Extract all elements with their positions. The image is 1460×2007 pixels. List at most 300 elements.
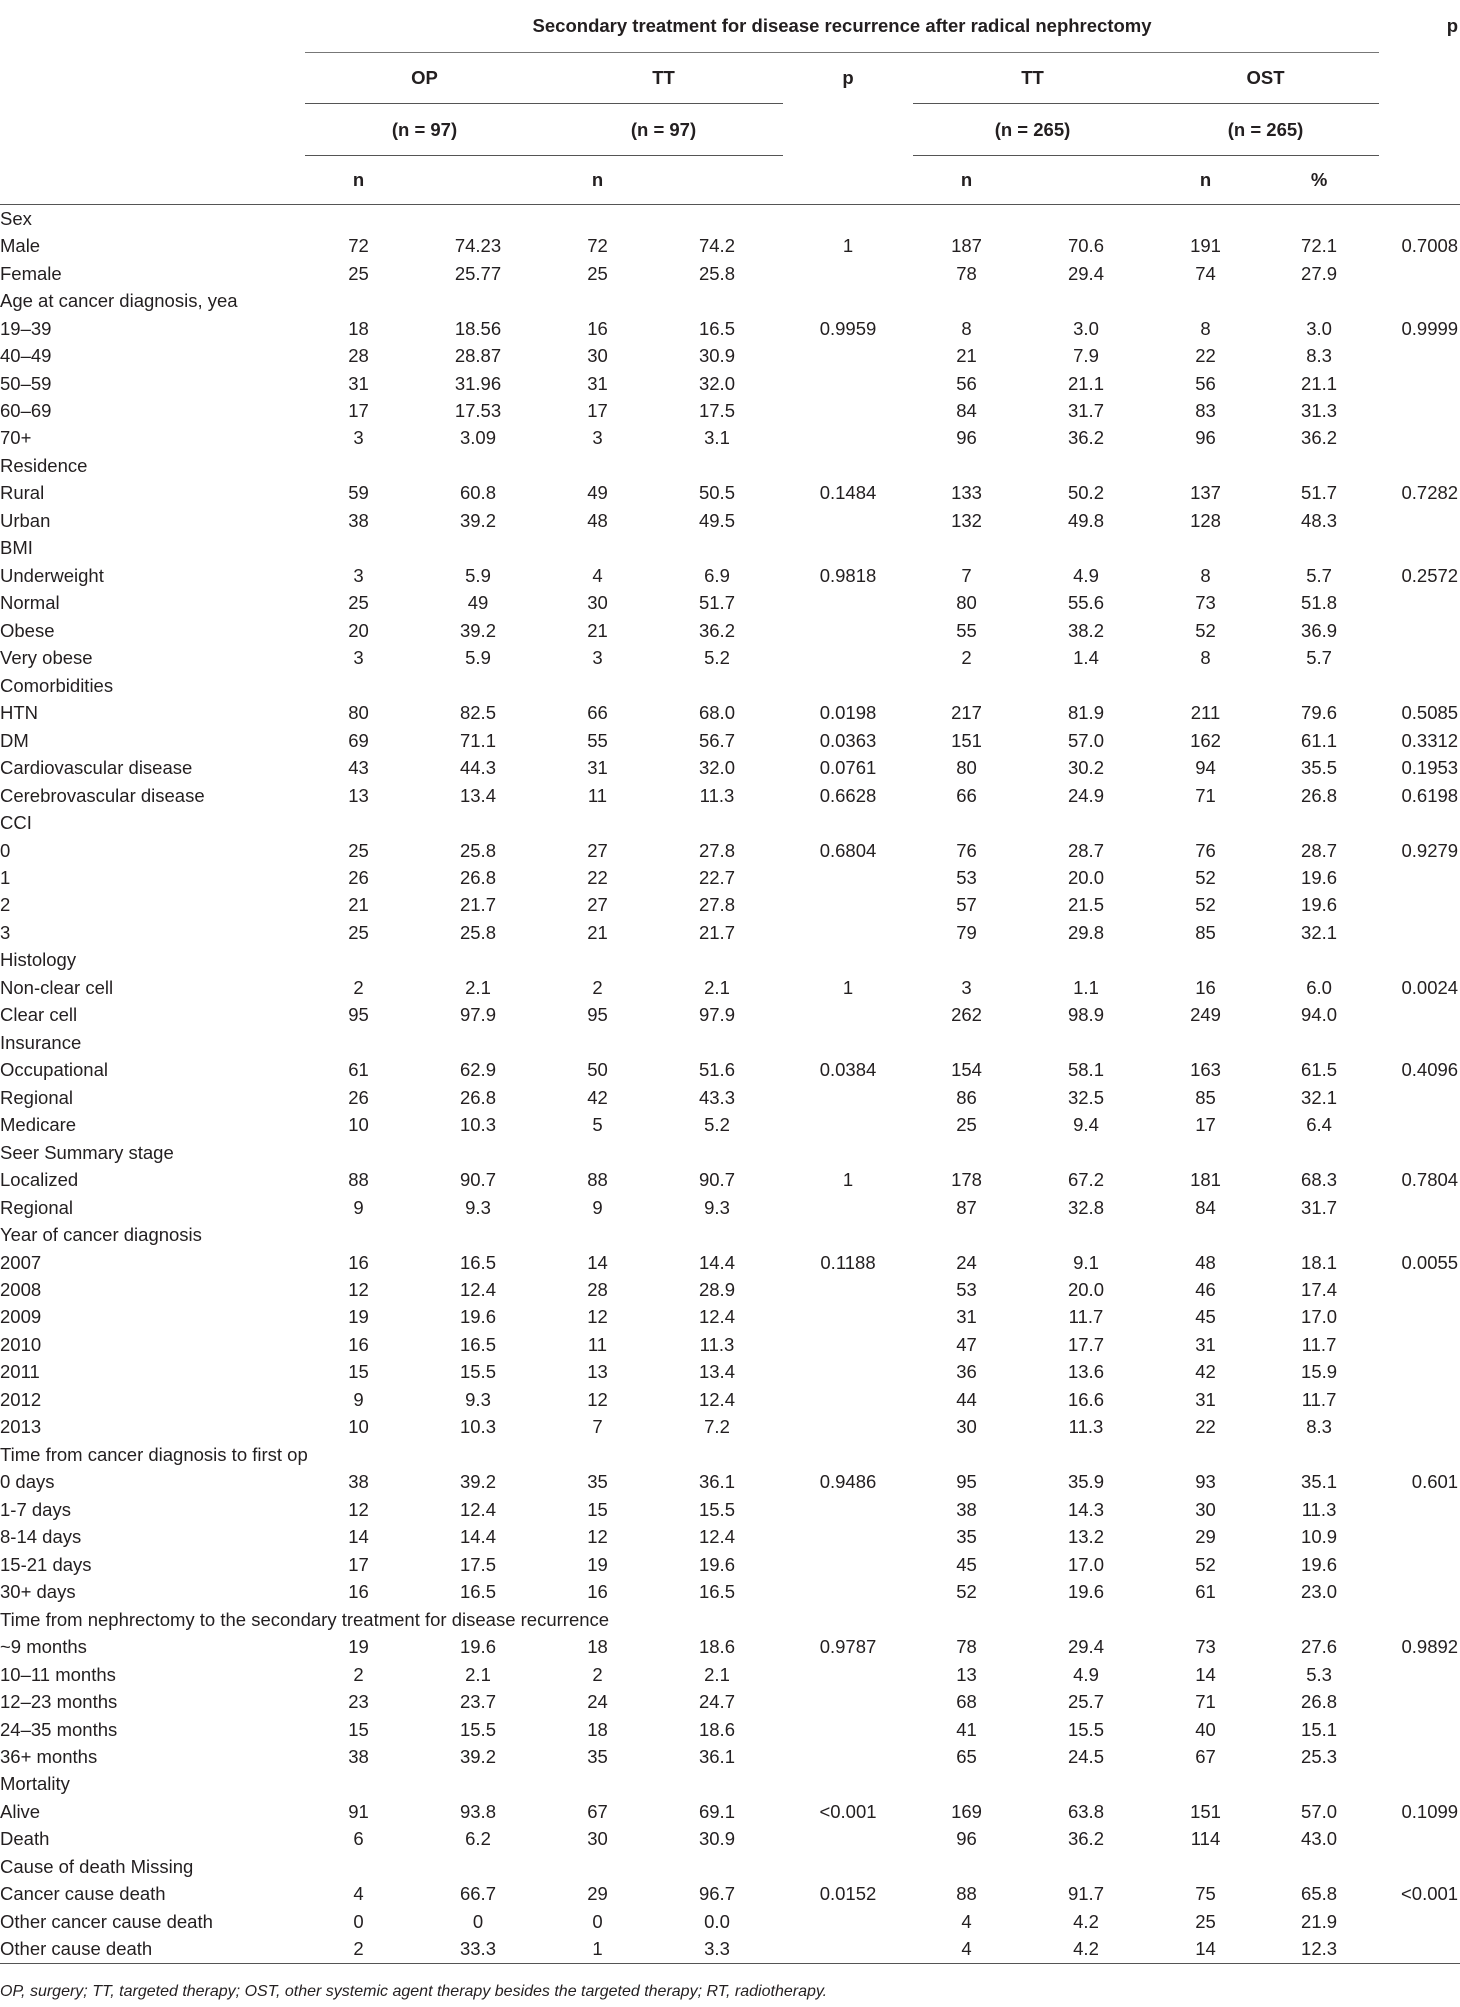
cell: 151	[951, 729, 982, 751]
cell	[783, 425, 913, 452]
table-row	[0, 507, 1460, 534]
cell: 98.9	[1067, 1004, 1104, 1026]
cell: 53	[956, 866, 977, 888]
cell: 16.5	[698, 1581, 735, 1603]
cell: 30.9	[698, 345, 735, 367]
cell: 36.9	[1301, 619, 1338, 641]
cell: 15.1	[1301, 1718, 1338, 1740]
section-row	[0, 452, 1460, 479]
row-label: 8-14 days	[0, 1526, 82, 1548]
section-label: Age at cancer diagnosis, yea	[0, 290, 238, 312]
cell	[783, 260, 913, 287]
section-row	[0, 1221, 1460, 1248]
row-label: Cardiovascular disease	[0, 757, 193, 779]
cell: 1	[842, 1169, 854, 1191]
row-label: Rural	[0, 482, 45, 504]
cell	[783, 342, 913, 369]
row-label: 24–35 months	[0, 1718, 118, 1740]
cell: 85	[1195, 921, 1216, 943]
cell	[783, 1716, 913, 1743]
table-row	[0, 1881, 1460, 1908]
cell: 18.56	[454, 317, 502, 339]
cell: 4	[353, 1883, 364, 1905]
cell: 14	[348, 1526, 369, 1548]
table-row	[0, 425, 1460, 452]
table-row	[0, 1386, 1460, 1413]
row-label: Very obese	[0, 647, 93, 669]
cell: 16.5	[459, 1333, 496, 1355]
cell: 81.9	[1067, 702, 1104, 724]
table-row	[0, 1194, 1460, 1221]
sub-n: n	[913, 156, 1020, 205]
table-row	[0, 1688, 1460, 1715]
cell: 11.7	[1068, 1306, 1104, 1328]
cell: 12.4	[459, 1498, 496, 1520]
cell: 95	[348, 1004, 369, 1026]
cell: 32.5	[1067, 1086, 1104, 1108]
row-label: 2009	[0, 1306, 42, 1328]
cell: 80	[956, 592, 977, 614]
table-row	[0, 1578, 1460, 1605]
cell: 0.0055	[1401, 1251, 1459, 1273]
cell: 30.9	[698, 1828, 735, 1850]
cell: 32.8	[1067, 1196, 1104, 1218]
cell	[783, 1661, 913, 1688]
cell: 3	[353, 647, 364, 669]
cell: 12.4	[459, 1279, 496, 1301]
cell: 163	[1190, 1059, 1221, 1081]
cell: 27.9	[1301, 262, 1338, 284]
cell	[783, 1331, 913, 1358]
cell	[1379, 617, 1460, 644]
cell: 75	[1195, 1883, 1216, 1905]
cell: 44.3	[459, 757, 496, 779]
section-label: Cause of death Missing	[0, 1855, 194, 1877]
cell: 67	[1195, 1745, 1216, 1767]
cell	[783, 1304, 913, 1331]
sub-n: n	[1152, 156, 1259, 205]
table-row	[0, 617, 1460, 644]
cell: 50.5	[698, 482, 735, 504]
cell	[783, 1194, 913, 1221]
cell: 10	[348, 1114, 369, 1136]
cell	[783, 1359, 913, 1386]
cell: 27.8	[698, 894, 735, 916]
group-n-ost: (n = 265)	[1152, 104, 1379, 156]
table-row	[0, 1084, 1460, 1111]
cell: 80	[956, 757, 977, 779]
cell: 19.6	[1067, 1581, 1104, 1603]
cell: 24	[587, 1691, 608, 1713]
cell: 31	[587, 757, 608, 779]
cell	[1379, 1386, 1460, 1413]
cell: 26.8	[1301, 1691, 1338, 1713]
cell: 2	[961, 647, 972, 669]
cell: 2.1	[465, 976, 491, 998]
cell: 11.3	[699, 784, 735, 806]
cell: 18.6	[698, 1636, 735, 1658]
section-row	[0, 287, 1460, 314]
cell: 48	[1195, 1251, 1216, 1273]
cell: 15	[348, 1361, 369, 1383]
row-label: HTN	[0, 702, 39, 724]
cell: 93.8	[459, 1800, 496, 1822]
cell: 2	[305, 1936, 412, 1964]
cell	[1379, 342, 1460, 369]
cell	[1379, 1936, 1460, 1964]
row-label: 3	[0, 921, 11, 943]
cell: 31	[956, 1306, 977, 1328]
cell: 60.8	[459, 482, 496, 504]
cell	[1379, 1276, 1460, 1303]
cell: 13	[348, 784, 369, 806]
cell: 57.0	[1067, 729, 1104, 751]
cell: 24.5	[1067, 1745, 1104, 1767]
table-row	[0, 699, 1460, 726]
cell: 39.2	[459, 1745, 496, 1767]
cell: 7	[961, 564, 972, 586]
cell: 0.0384	[819, 1059, 877, 1081]
cell: 38	[348, 509, 369, 531]
cell: 17.4	[1301, 1279, 1338, 1301]
table-row	[0, 1304, 1460, 1331]
cell: 91.7	[1067, 1883, 1104, 1905]
cell: 0.9486	[819, 1471, 877, 1493]
cell: 12.4	[698, 1526, 735, 1548]
cell: 78	[956, 1636, 977, 1658]
cell: 12.4	[698, 1306, 735, 1328]
cell: 132	[951, 509, 982, 531]
cell: 43.3	[698, 1086, 735, 1108]
row-label: 15-21 days	[0, 1553, 92, 1575]
cell: 14.4	[459, 1526, 496, 1548]
cell: 8.3	[1306, 345, 1332, 367]
cell: 9.3	[465, 1196, 491, 1218]
cell: 96.7	[698, 1883, 735, 1905]
cell: 169	[951, 1800, 982, 1822]
cell: 52	[1195, 1553, 1216, 1575]
cell	[1379, 1002, 1460, 1029]
cell	[1379, 1414, 1460, 1441]
cell: 29.4	[1067, 262, 1104, 284]
cell: 48.3	[1301, 509, 1338, 531]
cell	[783, 1908, 913, 1935]
cell: 25.8	[459, 839, 496, 861]
cell: 16	[587, 1581, 608, 1603]
cell: 7.2	[704, 1416, 730, 1438]
table-row	[0, 727, 1460, 754]
cell: 191	[1190, 235, 1221, 257]
cell: 12	[587, 1526, 608, 1548]
cell: 17.53	[454, 400, 502, 422]
row-label: 2007	[0, 1251, 42, 1273]
cell: 25	[1195, 1910, 1216, 1932]
cell: 94	[1195, 757, 1216, 779]
cell: 19	[348, 1306, 369, 1328]
cell: 36.2	[1301, 427, 1338, 449]
cell: 91	[348, 1800, 369, 1822]
cell: 50.2	[1067, 482, 1104, 504]
sub-percent: %	[1259, 156, 1379, 205]
cell: 72	[587, 235, 608, 257]
cell: 36.1	[698, 1471, 735, 1493]
cell: 28.9	[698, 1279, 735, 1301]
cell: 22.7	[698, 866, 735, 888]
section-label: Mortality	[0, 1773, 70, 1795]
cell: 93	[1195, 1471, 1216, 1493]
cell: 29.8	[1067, 921, 1104, 943]
cell: 43	[348, 757, 369, 779]
cell	[783, 507, 913, 534]
cell: 21	[587, 921, 608, 943]
cell: 84	[1195, 1196, 1216, 1218]
cell: 0.6628	[819, 784, 877, 806]
cell: 19	[587, 1553, 608, 1575]
cell: 59	[348, 482, 369, 504]
group-name-op: OP	[305, 53, 544, 104]
cell: 57	[956, 894, 977, 916]
cell: 16	[1195, 976, 1216, 998]
table-row	[0, 1111, 1460, 1138]
cell: 32.1	[1301, 921, 1338, 943]
row-label: 40–49	[0, 345, 52, 367]
cell: 82.5	[459, 702, 496, 724]
cell: 20	[348, 619, 369, 641]
cell: 36.1	[698, 1745, 735, 1767]
cell: 94.0	[1301, 1004, 1338, 1026]
table-row	[0, 397, 1460, 424]
cell: 11.7	[1301, 1333, 1337, 1355]
cell: 15.5	[698, 1498, 735, 1520]
cell: 217	[951, 702, 982, 724]
row-label: Non-clear cell	[0, 976, 114, 998]
cell: 56	[956, 372, 977, 394]
cell	[1379, 260, 1460, 287]
cell: 0.6198	[1401, 784, 1459, 806]
section-label: Seer Summary stage	[0, 1141, 174, 1163]
cell: 71	[1195, 784, 1216, 806]
cell: 0.7804	[1401, 1169, 1459, 1191]
section-row	[0, 1029, 1460, 1056]
cell: 70.6	[1067, 235, 1104, 257]
table-row	[0, 1936, 1460, 1964]
cell: 11	[587, 784, 608, 806]
cell: 151	[1190, 1800, 1221, 1822]
cell: 31.7	[1301, 1196, 1338, 1218]
cell	[1379, 1359, 1460, 1386]
cell: 72	[348, 235, 369, 257]
cell	[783, 1276, 913, 1303]
section-row	[0, 205, 1460, 233]
cell: 24.9	[1067, 784, 1104, 806]
cell: 67.2	[1067, 1169, 1104, 1191]
row-label: Normal	[0, 592, 60, 614]
cell: 27	[587, 894, 608, 916]
cell: 39.2	[459, 619, 496, 641]
cell: 3	[592, 647, 603, 669]
cell: 45	[1195, 1306, 1216, 1328]
cell: 12	[587, 1306, 608, 1328]
cell: 0.0363	[819, 729, 877, 751]
cell: 52	[1195, 866, 1216, 888]
cell: 97.9	[698, 1004, 735, 1026]
cell: 16.5	[459, 1251, 496, 1273]
cell: 22	[1195, 1416, 1216, 1438]
cell: 17.5	[459, 1553, 496, 1575]
cell	[1379, 507, 1460, 534]
row-label: Localized	[0, 1169, 79, 1191]
cell: 17	[1195, 1114, 1216, 1136]
cell: 11.7	[1301, 1388, 1337, 1410]
cell: 27.8	[698, 839, 735, 861]
cell: 10.3	[459, 1416, 496, 1438]
cell: 23.7	[459, 1691, 496, 1713]
cell: 13.2	[1067, 1526, 1104, 1548]
cell: 28.7	[1067, 839, 1104, 861]
cell: 26.8	[459, 1086, 496, 1108]
cell	[1379, 1551, 1460, 1578]
cell: 17.5	[698, 400, 735, 422]
cell: 95	[587, 1004, 608, 1026]
cell: 51.8	[1301, 592, 1338, 614]
cell: 9	[592, 1196, 603, 1218]
cell: 76	[956, 839, 977, 861]
cell: 88	[956, 1883, 977, 1905]
row-label: 12–23 months	[0, 1691, 118, 1713]
cell: 12.4	[698, 1388, 735, 1410]
cell: 68.0	[698, 702, 735, 724]
cell: 40	[1195, 1718, 1216, 1740]
group-name-ost: OST	[1152, 53, 1379, 104]
cell: 0.0152	[819, 1883, 877, 1905]
cell: 31	[587, 372, 608, 394]
cell	[1379, 370, 1460, 397]
cell: 56.7	[698, 729, 735, 751]
cell: 6.4	[1306, 1114, 1332, 1136]
cell	[1379, 892, 1460, 919]
cell: 51.7	[1301, 482, 1338, 504]
cell	[1379, 1661, 1460, 1688]
cell: 1	[842, 976, 854, 998]
cell: 56	[1195, 372, 1216, 394]
table-row	[0, 1551, 1460, 1578]
cell	[1379, 1743, 1460, 1770]
cell: 25	[587, 262, 608, 284]
cell: 10.9	[1301, 1526, 1338, 1548]
cell: 5.3	[1306, 1663, 1332, 1685]
cell: 1	[544, 1936, 651, 1964]
row-label: 36+ months	[0, 1745, 98, 1767]
cell: 38	[348, 1745, 369, 1767]
cell	[783, 919, 913, 946]
cell: 16	[348, 1333, 369, 1355]
table-row	[0, 1166, 1460, 1193]
cell: 4	[592, 564, 603, 586]
cell: 8	[1200, 564, 1211, 586]
cell: 25	[956, 1114, 977, 1136]
cell: 5.9	[465, 647, 491, 669]
cell	[783, 1826, 913, 1853]
cell	[783, 370, 913, 397]
cell: 84	[956, 400, 977, 422]
table-row	[0, 1826, 1460, 1853]
cell: 88	[587, 1169, 608, 1191]
cell: 35	[956, 1526, 977, 1548]
cell: 49	[587, 482, 608, 504]
cell	[783, 892, 913, 919]
cell: 0.9787	[819, 1636, 877, 1658]
cell: 66.7	[459, 1883, 496, 1905]
cell: 0.6804	[819, 839, 877, 861]
cell: 12.3	[1259, 1936, 1379, 1964]
section-label: Sex	[0, 207, 32, 229]
cell: 30.2	[1067, 757, 1104, 779]
cell: 74.23	[454, 235, 502, 257]
cell: 28.87	[454, 345, 502, 367]
section-label: Insurance	[0, 1031, 82, 1053]
cell: 12	[348, 1279, 369, 1301]
cell	[783, 617, 913, 644]
cell: 3	[592, 427, 603, 449]
cell: 4.9	[1073, 564, 1099, 586]
row-label: Urban	[0, 509, 51, 531]
row-label: Regional	[0, 1196, 74, 1218]
cell: 9.3	[465, 1388, 491, 1410]
cell: 6	[353, 1828, 364, 1850]
cell: 0.1188	[820, 1251, 876, 1273]
cell: 10	[348, 1416, 369, 1438]
table-row	[0, 1331, 1460, 1358]
cell: 79.6	[1301, 702, 1338, 724]
cell: 36.2	[1067, 1828, 1104, 1850]
cell: 16.5	[459, 1581, 496, 1603]
cell: 17.0	[1067, 1553, 1104, 1575]
cell: 4.2	[1020, 1936, 1152, 1964]
cell: 12	[348, 1498, 369, 1520]
cell: 31.96	[454, 372, 502, 394]
cell: 35	[587, 1471, 608, 1493]
row-label: 1-7 days	[0, 1498, 71, 1520]
cell	[783, 645, 913, 672]
cell: 8.3	[1306, 1416, 1332, 1438]
cell	[1379, 397, 1460, 424]
cell: 0.0198	[819, 702, 877, 724]
cell: 19.6	[459, 1636, 496, 1658]
cell: 31	[1195, 1388, 1216, 1410]
cell: 31	[1195, 1333, 1216, 1355]
row-label: Alive	[0, 1800, 41, 1822]
cell: 17	[587, 400, 608, 422]
table-row	[0, 480, 1460, 507]
cell: 61.1	[1301, 729, 1338, 751]
cell: 2	[592, 1663, 603, 1685]
cell: 18	[587, 1718, 608, 1740]
cell: 30	[956, 1416, 977, 1438]
cell: 26	[348, 866, 369, 888]
table-row	[0, 864, 1460, 891]
cell: 19.6	[1301, 894, 1338, 916]
section-label: Time from cancer diagnosis to first op	[0, 1443, 308, 1465]
cell	[1379, 919, 1460, 946]
cell: 44	[956, 1388, 977, 1410]
cell: 24	[956, 1251, 977, 1273]
row-label: 2011	[0, 1361, 40, 1383]
cell: 65.8	[1301, 1883, 1338, 1905]
table-row	[0, 315, 1460, 342]
section-row	[0, 1606, 1460, 1633]
cell: 1.4	[1073, 647, 1099, 669]
table-row	[0, 919, 1460, 946]
